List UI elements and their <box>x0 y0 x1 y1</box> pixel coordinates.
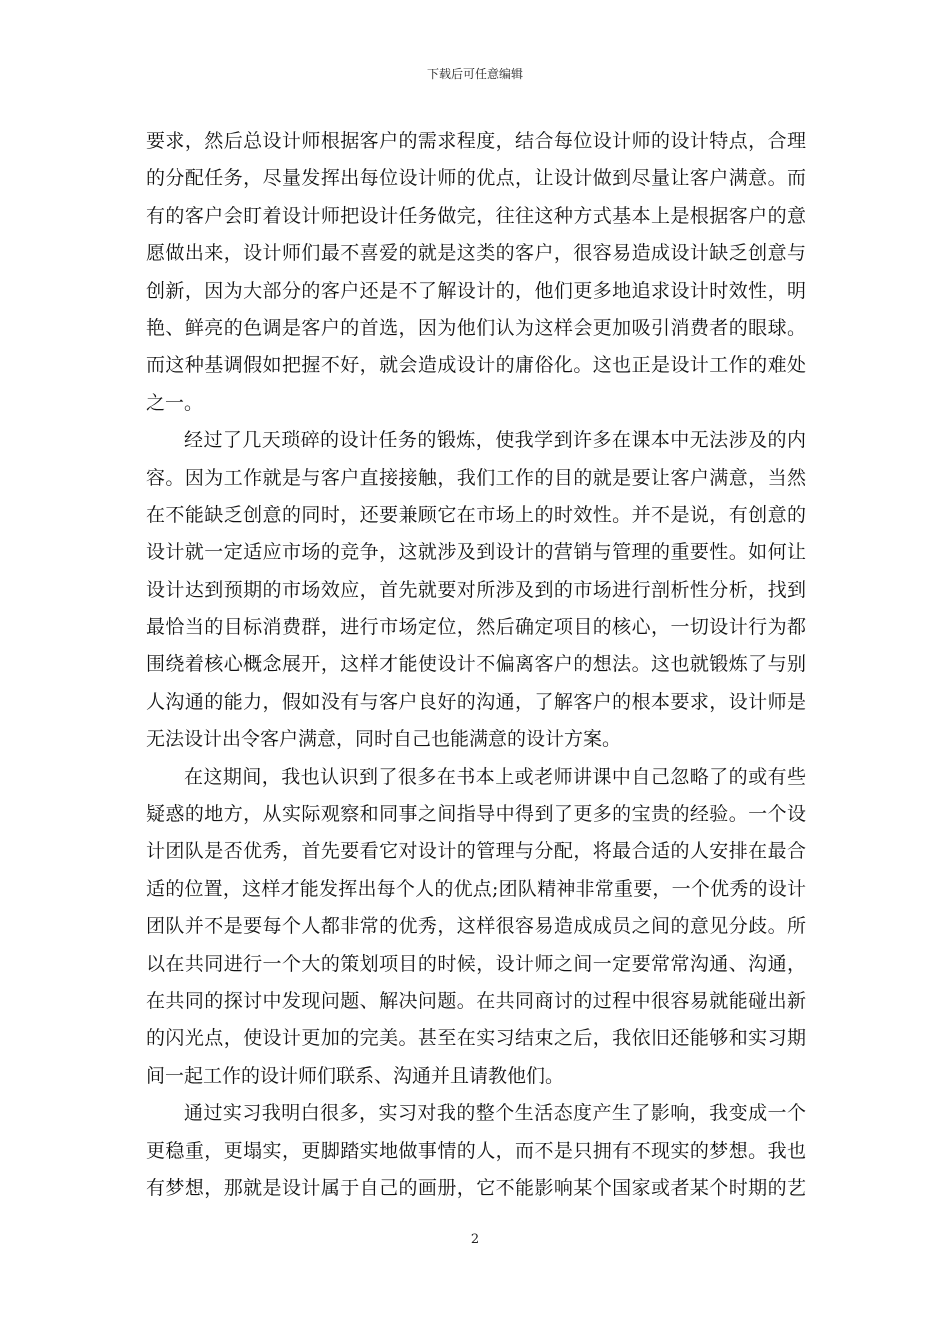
text-line: 更稳重，更塌实，更脚踏实地做事情的人，而不是只拥有不现实的梦想。我也 <box>146 1139 806 1162</box>
text-line: 有的客户会盯着设计师把设计任务做完，往往这种方式基本上是根据客户的意 <box>146 204 806 227</box>
text-line: 设计达到预期的市场效应，首先就要对所涉及到的市场进行剖析性分析，找到 <box>146 578 806 601</box>
text-line: 而这种基调假如把握不好，就会造成设计的庸俗化。这也正是设计工作的难处 <box>146 354 806 377</box>
text-line: 在共同的探讨中发现问题、解决问题。在共同商讨的过程中很容易就能碰出新 <box>146 989 806 1012</box>
text-line: 通过实习我明白很多，实习对我的整个生活态度产生了影响，我变成一个 <box>184 1102 806 1125</box>
text-line: 创新，因为大部分的客户还是不了解设计的，他们更多地追求设计时效性，明 <box>146 279 806 302</box>
text-line: 艳、鲜亮的色调是客户的首选，因为他们认为这样会更加吸引消费者的眼球。 <box>146 316 806 339</box>
text-line: 最恰当的目标消费群，进行市场定位，然后确定项目的核心，一切设计行为都 <box>146 616 806 639</box>
paragraph-4 <box>146 1095 806 1207</box>
text-line: 团队并不是要每个人都非常的优秀，这样很容易造成成员之间的意见分歧。所 <box>146 915 806 938</box>
document-body <box>146 123 806 1207</box>
paragraph-3 <box>146 759 806 1096</box>
text-line: 愿做出来，设计师们最不喜爱的就是这类的客户，很容易造成设计缺乏创意与 <box>146 242 806 265</box>
page-header: 下载后可任意编辑 <box>426 67 523 81</box>
text-line: 在这期间，我也认识到了很多在书本上或老师讲课中自己忽略了的或有些 <box>184 765 806 788</box>
paragraph-1 <box>146 123 806 422</box>
text-line: 适的位置，这样才能发挥出每个人的优点;团队精神非常重要，一个优秀的设计 <box>146 877 806 900</box>
text-line: 之一。 <box>146 391 204 414</box>
text-line: 在不能缺乏创意的同时，还要兼顾它在市场上的时效性。并不是说，有创意的 <box>146 503 806 526</box>
text-line: 无法设计出令客户满意，同时自己也能满意的设计方案。 <box>146 728 622 751</box>
page-number: 2 <box>470 1232 480 1247</box>
text-line: 人沟通的能力，假如没有与客户良好的沟通，了解客户的根本要求，设计师是 <box>146 690 806 713</box>
text-line: 围绕着核心概念展开，这样才能使设计不偏离客户的想法。这也就锻炼了与别 <box>146 653 806 676</box>
text-line: 的闪光点，使设计更加的完美。甚至在实习结束之后，我依旧还能够和实习期 <box>146 1027 806 1050</box>
text-line: 以在共同进行一个大的策划项目的时候，设计师之间一定要常常沟通、沟通， <box>146 952 806 975</box>
text-line: 经过了几天琐碎的设计任务的锻炼，使我学到许多在课本中无法涉及的内 <box>184 429 806 452</box>
text-line: 疑惑的地方，从实际观察和同事之间指导中得到了更多的宝贵的经验。一个设 <box>146 803 806 826</box>
text-line: 设计就一定适应市场的竞争，这就涉及到设计的营销与管理的重要性。如何让 <box>146 541 806 564</box>
text-line: 有梦想，那就是设计属于自己的画册，它不能影响某个国家或者某个时期的艺 <box>146 1176 806 1199</box>
text-line: 容。因为工作就是与客户直接接触，我们工作的目的就是要让客户满意，当然 <box>146 466 806 489</box>
text-line: 要求，然后总设计师根据客户的需求程度，结合每位设计师的设计特点，合理 <box>146 130 806 152</box>
paragraph-2 <box>146 422 806 759</box>
text-line: 的分配任务，尽量发挥出每位设计师的优点，让设计做到尽量让客户满意。而 <box>146 167 806 190</box>
text-line: 间一起工作的设计师们联系、沟通并且请教他们。 <box>146 1064 565 1087</box>
text-line: 计团队是否优秀，首先要看它对设计的管理与分配，将最合适的人安排在最合 <box>146 840 806 863</box>
